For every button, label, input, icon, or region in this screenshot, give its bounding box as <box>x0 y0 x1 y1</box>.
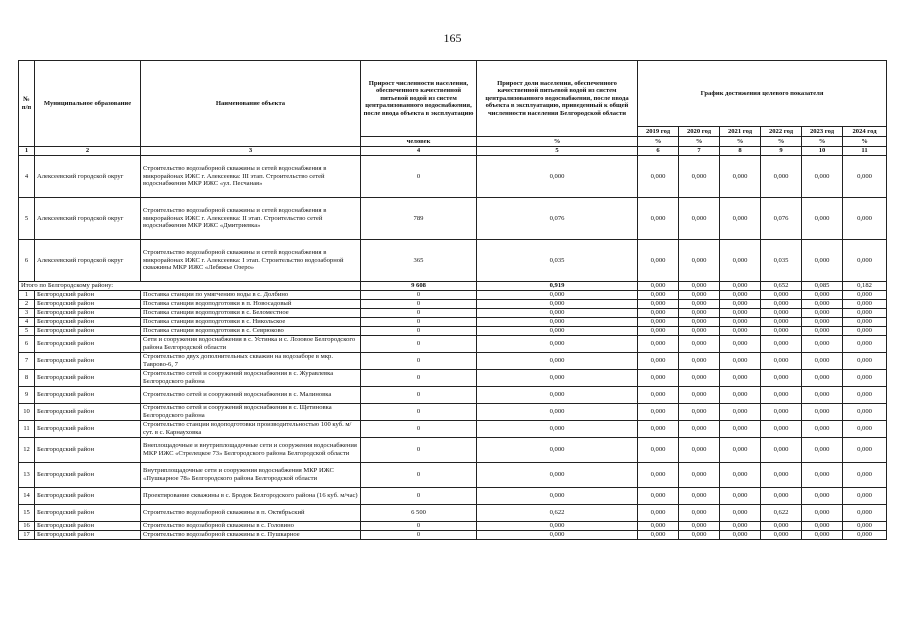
municipality-cell: Белгородский район <box>35 353 141 370</box>
row-number: 3 <box>19 309 35 318</box>
table-row <box>19 156 887 198</box>
municipality-cell: Белгородский район <box>35 421 141 438</box>
object-name-cell: Поставка станции водоподготовки в с. Севрюково <box>141 327 361 336</box>
year-value-cell: 0,000 <box>802 353 843 370</box>
year-value-cell: 0,000 <box>720 353 761 370</box>
year-value-cell: 0,000 <box>638 240 679 282</box>
share-cell: 0,000 <box>477 531 638 540</box>
row-number: 9 <box>19 387 35 404</box>
year-value-cell: 0,000 <box>843 463 887 488</box>
year-header: 2023 год <box>802 127 843 137</box>
object-name-cell: Строительство водозаборной скважины в п. Октябрьский <box>141 505 361 522</box>
year-value-cell: 0,000 <box>761 438 802 463</box>
object-name-cell: Внутриплощадочные сети и сооружения водоснабжения МКР ИЖС «Пушкарное 78» Белгородского района Белгородской области <box>141 463 361 488</box>
row-number: 5 <box>19 198 35 240</box>
row-number: 14 <box>19 488 35 505</box>
object-name-cell: Внеплощадочные и внутриплощадочные сети и сооружения водоснабжения МКР ИЖС «Стрелецкое 73» Белгородского района Белгородской области <box>141 438 361 463</box>
year-value-cell: 0,000 <box>843 488 887 505</box>
year-value-cell: 0,000 <box>720 438 761 463</box>
municipality-cell: Алексеевский городской округ <box>35 156 141 198</box>
year-value-cell: 0,000 <box>679 387 720 404</box>
people-cell: 0 <box>361 438 477 463</box>
year-value-cell: 0,000 <box>638 488 679 505</box>
municipality-cell: Белгородский район <box>35 404 141 421</box>
year-value-cell: 0,000 <box>720 240 761 282</box>
header-pop-growth: Прирост численности населения, обеспеченного качественной питьевой водой из систем централизованного водоснабжения, после ввода объекта в эксплуатацию <box>361 61 477 137</box>
year-value-cell: 0,000 <box>638 336 679 353</box>
municipality-cell: Белгородский район <box>35 522 141 531</box>
object-name-cell: Строительство двух дополнительных скважин на водозаборе в мкр. Таврово-6, 7 <box>141 353 361 370</box>
year-value-cell: 0,000 <box>679 370 720 387</box>
table-row <box>19 438 887 463</box>
row-number: 6 <box>19 336 35 353</box>
year-value-cell: 0,000 <box>679 438 720 463</box>
share-cell: 0,000 <box>477 463 638 488</box>
year-value-cell: 0,000 <box>638 522 679 531</box>
row-number: 15 <box>19 505 35 522</box>
year-value-cell: 0,000 <box>720 300 761 309</box>
table-row <box>19 300 887 309</box>
year-value-cell: 0,000 <box>720 522 761 531</box>
object-name-cell: Сети и сооружения водоснабжения в с. Устинка и с. Лозовое Белгородского района Белгородской области <box>141 336 361 353</box>
unit-pct: % <box>477 137 638 147</box>
year-value-cell: 0,000 <box>720 291 761 300</box>
share-cell: 0,000 <box>477 370 638 387</box>
year-value-cell: 0,000 <box>720 156 761 198</box>
table-row <box>19 291 887 300</box>
total-row <box>19 282 887 291</box>
year-value-cell: 0,000 <box>802 387 843 404</box>
unit-pct: % <box>843 137 887 147</box>
municipality-cell: Белгородский район <box>35 370 141 387</box>
object-name-cell: Строительство водозаборной скважины и сетей водоснабжения в микрорайонах ИЖС г. Алексеевка: III этап. Строительство сетей водоснабжения МКР ИЖС «ул. Песчаная» <box>141 156 361 198</box>
year-value-cell: 0,000 <box>679 327 720 336</box>
year-value-cell: 0,000 <box>679 488 720 505</box>
year-value-cell: 0,000 <box>720 505 761 522</box>
year-value-cell: 0,000 <box>802 370 843 387</box>
year-value-cell: 0,000 <box>802 156 843 198</box>
row-number: 1 <box>19 291 35 300</box>
year-value-cell: 0,000 <box>679 353 720 370</box>
share-cell: 0,000 <box>477 300 638 309</box>
year-value-cell: 0,000 <box>679 404 720 421</box>
year-value-cell: 0,000 <box>761 522 802 531</box>
year-value-cell: 0,000 <box>638 531 679 540</box>
year-value-cell: 0,000 <box>679 318 720 327</box>
municipality-cell: Белгородский район <box>35 291 141 300</box>
row-number: 13 <box>19 463 35 488</box>
year-value-cell: 0,000 <box>638 370 679 387</box>
table-row <box>19 387 887 404</box>
object-name-cell: Строительство сетей и сооружений водоснабжения в с. Малиновка <box>141 387 361 404</box>
row-number: 7 <box>19 353 35 370</box>
year-value-cell: 0,622 <box>761 505 802 522</box>
row-number: 2 <box>19 300 35 309</box>
year-value-cell: 0,000 <box>638 309 679 318</box>
municipality-cell: Белгородский район <box>35 309 141 318</box>
column-number: 5 <box>477 147 638 156</box>
municipality-cell: Белгородский район <box>35 531 141 540</box>
municipality-cell: Белгородский район <box>35 463 141 488</box>
unit-pct: % <box>679 137 720 147</box>
share-cell: 0,000 <box>477 327 638 336</box>
year-value-cell: 0,000 <box>843 522 887 531</box>
year-value-cell: 0,000 <box>720 404 761 421</box>
year-value-cell: 0,000 <box>679 309 720 318</box>
year-value-cell: 0,000 <box>720 370 761 387</box>
year-value-cell: 0,000 <box>843 505 887 522</box>
row-number: 8 <box>19 370 35 387</box>
column-number: 7 <box>679 147 720 156</box>
object-name-cell: Строительство сетей и сооружений водоснабжения в с. Журавлевка Белгородского района <box>141 370 361 387</box>
share-cell: 0,000 <box>477 309 638 318</box>
year-value-cell: 0,000 <box>679 291 720 300</box>
year-value-cell: 0,000 <box>761 327 802 336</box>
table-row <box>19 421 887 438</box>
year-value-cell: 0,000 <box>638 505 679 522</box>
object-name-cell: Поставка станции водоподготовки в с. Беломестное <box>141 309 361 318</box>
municipality-cell: Белгородский район <box>35 300 141 309</box>
people-cell: 0 <box>361 353 477 370</box>
year-header: 2022 год <box>761 127 802 137</box>
column-number: 2 <box>35 147 141 156</box>
municipality-cell: Алексеевский городской округ <box>35 240 141 282</box>
table-row <box>19 318 887 327</box>
share-cell: 0,000 <box>477 404 638 421</box>
total-year-value: 0,085 <box>802 282 843 291</box>
table-row <box>19 522 887 531</box>
year-value-cell: 0,000 <box>638 327 679 336</box>
year-value-cell: 0,000 <box>638 387 679 404</box>
column-number: 1 <box>19 147 35 156</box>
people-cell: 0 <box>361 370 477 387</box>
municipality-cell: Белгородский район <box>35 387 141 404</box>
year-value-cell: 0,000 <box>761 531 802 540</box>
data-table <box>18 60 887 540</box>
year-value-cell: 0,000 <box>802 336 843 353</box>
column-number: 6 <box>638 147 679 156</box>
table-row <box>19 327 887 336</box>
people-cell: 0 <box>361 387 477 404</box>
header-share-growth: Прирост доли населения, обеспеченного качественной питьевой водой из систем централизованного водоснабжения, после ввода объекта в эксплуатацию, приведенный к общей численности населения Белгородской области <box>477 61 638 137</box>
year-value-cell: 0,000 <box>802 309 843 318</box>
share-cell: 0,000 <box>477 156 638 198</box>
year-header: 2021 год <box>720 127 761 137</box>
column-number-row <box>19 147 887 156</box>
year-value-cell: 0,000 <box>843 421 887 438</box>
row-number: 11 <box>19 421 35 438</box>
year-value-cell: 0,000 <box>720 463 761 488</box>
share-cell: 0,622 <box>477 505 638 522</box>
year-value-cell: 0,000 <box>802 318 843 327</box>
year-value-cell: 0,000 <box>802 531 843 540</box>
year-value-cell: 0,000 <box>843 327 887 336</box>
year-value-cell: 0,000 <box>761 370 802 387</box>
year-value-cell: 0,000 <box>802 327 843 336</box>
year-value-cell: 0,000 <box>802 404 843 421</box>
year-value-cell: 0,000 <box>638 291 679 300</box>
table-row <box>19 198 887 240</box>
year-value-cell: 0,000 <box>679 463 720 488</box>
object-name-cell: Строительство сетей и сооружений водоснабжения в с. Щетиновка Белгородского района <box>141 404 361 421</box>
people-cell: 0 <box>361 531 477 540</box>
people-cell: 6 500 <box>361 505 477 522</box>
year-value-cell: 0,000 <box>843 404 887 421</box>
column-number: 9 <box>761 147 802 156</box>
municipality-cell: Белгородский район <box>35 505 141 522</box>
people-cell: 0 <box>361 522 477 531</box>
year-value-cell: 0,035 <box>761 240 802 282</box>
year-value-cell: 0,000 <box>720 531 761 540</box>
year-value-cell: 0,000 <box>679 336 720 353</box>
year-value-cell: 0,000 <box>802 463 843 488</box>
year-value-cell: 0,000 <box>679 300 720 309</box>
year-value-cell: 0,000 <box>843 336 887 353</box>
year-value-cell: 0,000 <box>761 156 802 198</box>
object-name-cell: Строительство водозаборной скважины в с. Пушкарное <box>141 531 361 540</box>
share-cell: 0,076 <box>477 198 638 240</box>
share-cell: 0,000 <box>477 291 638 300</box>
header-num: № п/п <box>19 61 35 147</box>
year-value-cell: 0,000 <box>843 309 887 318</box>
year-value-cell: 0,000 <box>802 438 843 463</box>
share-cell: 0,000 <box>477 387 638 404</box>
year-value-cell: 0,000 <box>843 291 887 300</box>
people-cell: 0 <box>361 291 477 300</box>
object-name-cell: Строительство водозаборной скважины и сетей водоснабжения в микрорайонах ИЖС г. Алексеевка: I этап. Строительство водозаборной скважины МКР ИЖС «Лебяжье Озеро» <box>141 240 361 282</box>
year-value-cell: 0,000 <box>720 336 761 353</box>
column-number: 8 <box>720 147 761 156</box>
year-value-cell: 0,000 <box>802 291 843 300</box>
year-header: 2019 год <box>638 127 679 137</box>
share-cell: 0,000 <box>477 318 638 327</box>
municipality-cell: Белгородский район <box>35 327 141 336</box>
header-object-name: Наименование объекта <box>141 61 361 147</box>
row-number: 16 <box>19 522 35 531</box>
year-value-cell: 0,000 <box>720 309 761 318</box>
year-value-cell: 0,076 <box>761 198 802 240</box>
row-number: 17 <box>19 531 35 540</box>
year-value-cell: 0,000 <box>843 300 887 309</box>
year-value-cell: 0,000 <box>720 421 761 438</box>
year-value-cell: 0,000 <box>843 387 887 404</box>
year-value-cell: 0,000 <box>761 463 802 488</box>
unit-pct: % <box>638 137 679 147</box>
people-cell: 0 <box>361 463 477 488</box>
year-value-cell: 0,000 <box>843 198 887 240</box>
share-cell: 0,000 <box>477 488 638 505</box>
year-value-cell: 0,000 <box>638 438 679 463</box>
municipality-cell: Белгородский район <box>35 318 141 327</box>
header-municipality: Муниципальное образование <box>35 61 141 147</box>
column-number: 4 <box>361 147 477 156</box>
people-cell: 0 <box>361 300 477 309</box>
year-value-cell: 0,000 <box>843 531 887 540</box>
year-value-cell: 0,000 <box>679 156 720 198</box>
object-name-cell: Строительство водозаборной скважины и сетей водоснабжения в микрорайонах ИЖС г. Алексеевка: II этап. Строительство сетей водоснабжения МКР ИЖС «Дмитриевка» <box>141 198 361 240</box>
row-number: 4 <box>19 156 35 198</box>
people-cell: 365 <box>361 240 477 282</box>
year-value-cell: 0,000 <box>843 370 887 387</box>
table-row <box>19 404 887 421</box>
total-people: 9 608 <box>361 282 477 291</box>
year-value-cell: 0,000 <box>679 505 720 522</box>
share-cell: 0,000 <box>477 438 638 463</box>
share-cell: 0,000 <box>477 522 638 531</box>
year-value-cell: 0,000 <box>638 198 679 240</box>
year-value-cell: 0,000 <box>802 421 843 438</box>
year-value-cell: 0,000 <box>720 198 761 240</box>
object-name-cell: Строительство станции водоподготовки производительностью 100 куб. м/сут. в с. Карнауховка <box>141 421 361 438</box>
row-number: 10 <box>19 404 35 421</box>
year-value-cell: 0,000 <box>720 318 761 327</box>
year-value-cell: 0,000 <box>638 463 679 488</box>
table-row <box>19 336 887 353</box>
unit-people: человек <box>361 137 477 147</box>
unit-pct: % <box>720 137 761 147</box>
year-value-cell: 0,000 <box>679 522 720 531</box>
object-name-cell: Строительство водозаборной скважины в с. Головино <box>141 522 361 531</box>
municipality-cell: Белгородский район <box>35 488 141 505</box>
year-value-cell: 0,000 <box>638 421 679 438</box>
year-value-cell: 0,000 <box>802 300 843 309</box>
table-row <box>19 463 887 488</box>
year-value-cell: 0,000 <box>802 505 843 522</box>
year-value-cell: 0,000 <box>761 421 802 438</box>
total-year-value: 0,652 <box>761 282 802 291</box>
column-number: 11 <box>843 147 887 156</box>
year-value-cell: 0,000 <box>638 300 679 309</box>
page-number: 165 <box>443 31 462 45</box>
total-year-value: 0,000 <box>720 282 761 291</box>
municipality-cell: Алексеевский городской округ <box>35 198 141 240</box>
total-year-value: 0,000 <box>679 282 720 291</box>
municipality-cell: Белгородский район <box>35 336 141 353</box>
year-value-cell: 0,000 <box>761 404 802 421</box>
year-value-cell: 0,000 <box>802 522 843 531</box>
object-name-cell: Поставка станции водоподготовки в с. Никольское <box>141 318 361 327</box>
column-number: 3 <box>141 147 361 156</box>
year-value-cell: 0,000 <box>720 488 761 505</box>
column-number: 10 <box>802 147 843 156</box>
year-value-cell: 0,000 <box>638 156 679 198</box>
row-number: 4 <box>19 318 35 327</box>
table-row <box>19 370 887 387</box>
year-header: 2024 год <box>843 127 887 137</box>
municipality-cell: Белгородский район <box>35 438 141 463</box>
people-cell: 0 <box>361 404 477 421</box>
year-value-cell: 0,000 <box>802 198 843 240</box>
table-row <box>19 309 887 318</box>
year-value-cell: 0,000 <box>638 353 679 370</box>
year-value-cell: 0,000 <box>843 156 887 198</box>
total-year-value: 0,000 <box>638 282 679 291</box>
year-value-cell: 0,000 <box>761 387 802 404</box>
people-cell: 0 <box>361 336 477 353</box>
year-header: 2020 год <box>679 127 720 137</box>
object-name-cell: Проектирование скважины в с. Бродок Белгородского района (16 куб. м/час) <box>141 488 361 505</box>
people-cell: 0 <box>361 327 477 336</box>
year-value-cell: 0,000 <box>843 240 887 282</box>
table-row <box>19 240 887 282</box>
row-number: 12 <box>19 438 35 463</box>
row-number: 6 <box>19 240 35 282</box>
table-row <box>19 353 887 370</box>
people-cell: 0 <box>361 421 477 438</box>
year-value-cell: 0,000 <box>843 318 887 327</box>
year-value-cell: 0,000 <box>761 300 802 309</box>
object-name-cell: Поставка станции водоподготовки в п. Новосадовый <box>141 300 361 309</box>
object-name-cell: Поставка станции по умягчению воды в с. Долбино <box>141 291 361 300</box>
row-number: 5 <box>19 327 35 336</box>
people-cell: 0 <box>361 309 477 318</box>
people-cell: 0 <box>361 488 477 505</box>
year-value-cell: 0,000 <box>761 353 802 370</box>
year-value-cell: 0,000 <box>802 240 843 282</box>
table-row <box>19 488 887 505</box>
year-value-cell: 0,000 <box>638 404 679 421</box>
year-value-cell: 0,000 <box>843 353 887 370</box>
total-year-value: 0,182 <box>843 282 887 291</box>
year-value-cell: 0,000 <box>679 198 720 240</box>
year-value-cell: 0,000 <box>761 488 802 505</box>
unit-pct: % <box>802 137 843 147</box>
people-cell: 0 <box>361 156 477 198</box>
total-label: Итого по Белгородскому району: <box>19 282 361 291</box>
table-row <box>19 531 887 540</box>
table-row <box>19 505 887 522</box>
year-value-cell: 0,000 <box>679 421 720 438</box>
unit-pct: % <box>761 137 802 147</box>
year-value-cell: 0,000 <box>761 291 802 300</box>
header-schedule: График достижения целевого показателя <box>638 61 887 127</box>
people-cell: 789 <box>361 198 477 240</box>
year-value-cell: 0,000 <box>679 240 720 282</box>
people-cell: 0 <box>361 318 477 327</box>
total-share: 0,919 <box>477 282 638 291</box>
year-value-cell: 0,000 <box>761 336 802 353</box>
share-cell: 0,000 <box>477 336 638 353</box>
year-value-cell: 0,000 <box>802 488 843 505</box>
share-cell: 0,035 <box>477 240 638 282</box>
year-value-cell: 0,000 <box>761 309 802 318</box>
share-cell: 0,000 <box>477 353 638 370</box>
year-value-cell: 0,000 <box>720 387 761 404</box>
year-value-cell: 0,000 <box>679 531 720 540</box>
year-value-cell: 0,000 <box>638 318 679 327</box>
year-value-cell: 0,000 <box>720 327 761 336</box>
share-cell: 0,000 <box>477 421 638 438</box>
year-value-cell: 0,000 <box>761 318 802 327</box>
year-value-cell: 0,000 <box>843 438 887 463</box>
